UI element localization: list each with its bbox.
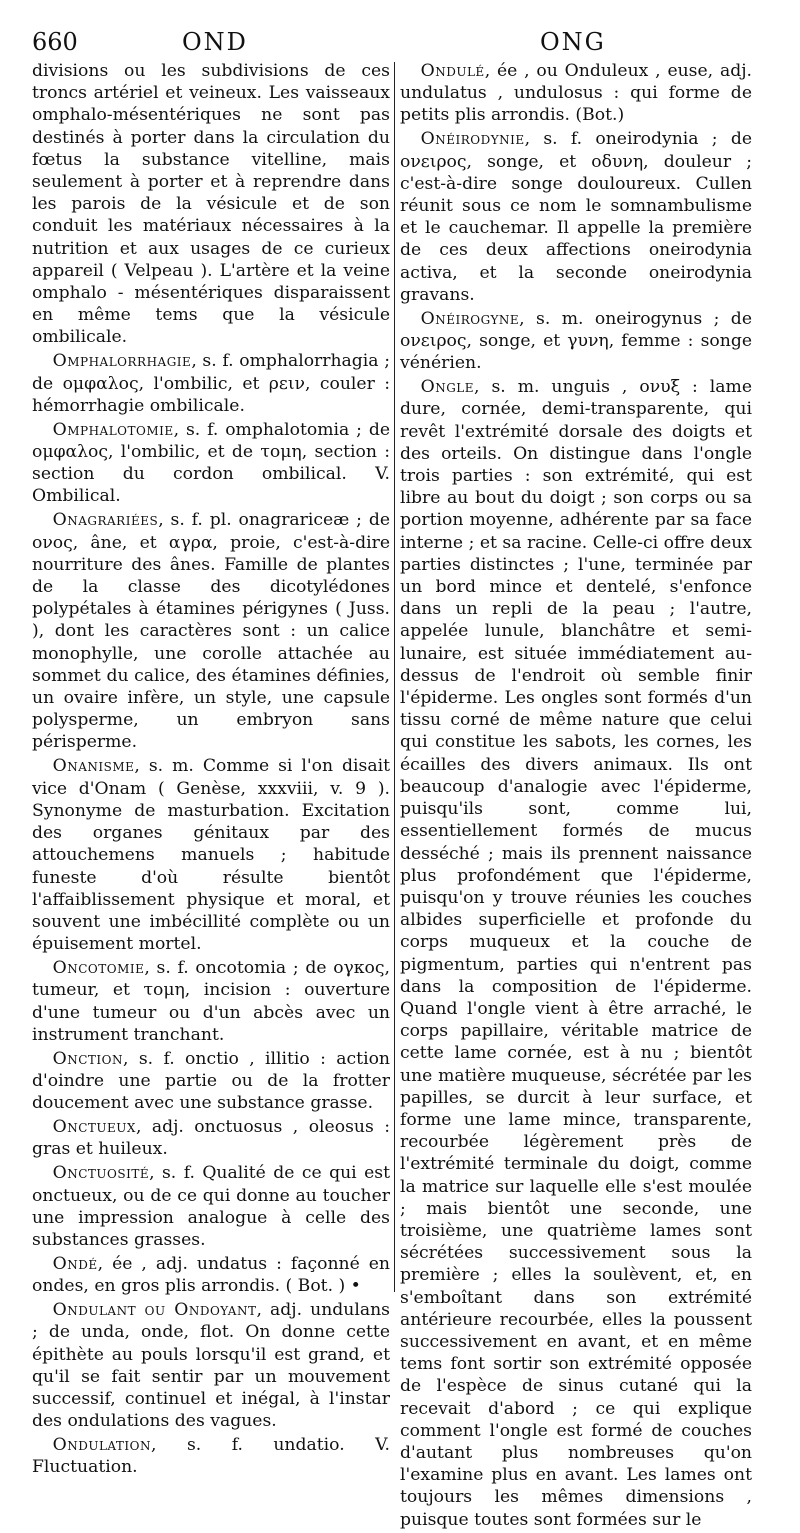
entry-definition: , s. m. oneirogynus ; de ονειρος, songe, et γυνη, femme : songe vénérien. [400,308,752,374]
entry-definition: , s. f. pl. onagrariceæ ; de ονος, âne, et αγρα, proie, c'est-à-dire nourriture des ânes. Famille de plantes de la classe des dicotylédones polypétales à étamines périgynes ( Juss. ), dont les caractères sont : un calice monophylle, une corolle attachée au sommet du calice, des étamines définies, un ovaire infère, un style, une capsule polysperme, un embryon sans périsperme. [32,510,390,753]
entry-definition: , s. f. Qualité de ce qui est onctueux, ou de ce qui donne au toucher une impression analogue à celle des substances grasses. [32,1163,390,1250]
entry-definition: , adj. onctuosus , oleosus : gras et huileux. [32,1117,390,1160]
entry-definition: , s. f. omphalorrhagia ; de ομφαλος, l'ombilic, et ρειν, couler : hémorrhagie ombilicale. [32,351,390,416]
dictionary-entry [32,1299,390,1432]
entry-headword: Ondulé [420,61,485,81]
entry-definition: , s. f. undatio. V. Fluctuation. [32,1435,390,1478]
column-divider [394,62,395,1292]
entry-headword: Ondulation [52,1435,152,1456]
entry-headword: Onanisme [52,756,135,777]
entry-headword: Onéirogyne [420,308,520,329]
dictionary-entry [400,376,752,1531]
entry-headword: Onctuosité [52,1163,150,1184]
entry-definition: , s. f. oncotomia ; de ογκος, tumeur, et τομη, incision : ouverture d'une tumeur ou d'un abcès avec un instrument tranchant. [32,958,390,1045]
dictionary-entry [32,957,390,1046]
entry-headword: Omphalotomie [52,419,174,440]
entry-headword: Omphalorrhagie [52,351,192,372]
page-number: 660 [32,28,78,56]
entry-headword: Onction [52,1048,123,1069]
continued-paragraph [32,60,390,349]
continued-text: divisions ou les subdivisions de ces troncs artériel et veineux. Les vaisseaux omphalo-mésentériques ne sont pas destinés à porter dans la circulation du fœtus la substance vitelline, mais seulement à porter et à reprendre dans les parois de la vésicule et de son conduit les matériaux nécessaires à la nutrition et aux usages de ce curieux appareil ( Velpeau ). L'artère et la veine omphalo - mésentériques disparaissent en même tems que la vésicule ombilicale. [32,61,390,348]
dictionary-entry [32,350,390,417]
dictionary-entry [400,60,752,127]
entry-headword: Ondulant ou Ondoyant [52,1300,257,1321]
dictionary-entry [32,755,390,955]
entry-headword: Ondé [52,1253,98,1274]
entry-definition: , ée , ou Onduleux , euse, adj. undulatus , undulosus : qui forme de petits plis arrondis. (Bot.) [400,61,752,126]
page-header [0,28,800,62]
entry-headword: Onagrariées [52,510,159,531]
entry-headword: Onéirodynie [420,129,525,150]
dictionary-entry [400,308,752,375]
dictionary-entry [32,509,390,753]
entry-definition: , s. m. unguis , ονυξ : lame dure, cornée, demi-transparente, qui revêt l'extrémité dorsale des doigts et des orteils. On distingue dans l'ongle trois parties : son extrémité, qui est libre au bout du doigt ; son corps ou sa portion moyenne, adhérente par sa face interne ; et sa racine. Celle-ci offre deux parties distinctes ; l'une, terminée par un bord mince et dentelé, s'enfonce dans un repli de la peau ; l'autre, appelée lunule, blanchâtre et semi-lunaire, est située immédiatement au-dessus de l'endroit où semble finir l'épiderme. Les ongles sont formés d'un tissu corné de même nature que celui qui constitue les sabots, les cornes, les écailles des divers animaux. Ils ont beaucoup d'analogie avec l'épiderme, puisqu'ils sont, comme lui, essentiellement formés de mucus desséché ; mais ils prennent naissance plus profondément que l'épiderme, puisqu'on y trouve réunies les couches albides superficielle et profonde du corps muqueux et la couche de pigmentum, parties qui n'entrent pas dans la composition de l'épiderme. Quand l'ongle vient à être arraché, le corps papillaire, véritable matrice de cette lame cornée, est à nu ; bientôt une matière muqueuse, sécrétée par les papilles, se durcit à leur surface, et forme une lame mince, transparente, recourbée légèrement près de l'extrémité terminale du doigt, comme la matrice sur laquelle elle s'est moulée ; mais bientôt une seconde, une troisième, une quatrième lames sont sécrétées successivement sous la première ; elles la soulèvent, et, en s'emboîtant dans son extrémité antérieure recourbée, elles la poussent successivement en avant, et en même tems font sortir son extrémité opposée de l'espèce de sinus cutané qui la recevait d'abord ; ce qui explique comment l'ongle est formé de couches d'autant plus nombreuses qu'on l'examine plus en avant. Les lames ont toujours les mêmes dimensions , puisque toutes sont formées sur le [400,377,752,1530]
entry-definition: , adj. undulans ; de unda, onde, flot. On donne cette épithète au pouls lorsqu'il est grand, et qu'il se fait sentir par un mouvement successif, continuel et inégal, à l'instar des ondulations des vagues. [32,1300,390,1432]
entry-headword: Ongle [420,377,475,398]
entry-definition: , s. m. Comme si l'on disait vice d'Onam ( Genèse, xxxviii, v. 9 ). Synonyme de masturbation. Excitation des organes génitaux par des attouchemens manuels ; habitude funeste d'où résulte bientôt l'affaiblissement physique et moral, et souvent une imbécillité complète ou un épuisement mortel. [32,756,390,955]
dictionary-entry [32,1116,390,1160]
dictionary-entry [32,419,390,508]
left-column [32,60,390,1480]
right-column [400,60,752,1533]
right-guide-word: ONG [540,28,606,56]
dictionary-entry [32,1048,390,1115]
entry-definition: , s. f. omphalotomia ; de ομφαλος, l'ombilic, et de τομη, section : section du cordon ombilical. V. Ombilical. [32,419,390,507]
dictionary-entry [32,1253,390,1297]
entry-headword: Onctueux [52,1117,136,1138]
entry-definition: , s. f. onctio , illitio : action d'oindre une partie ou de la frotter doucement avec une substance grasse. [32,1048,390,1114]
entry-headword: Oncotomie [52,958,145,979]
entry-definition: , ée , adj. undatus : façonné en ondes, en gros plis arrondis. ( Bot. ) • [32,1253,390,1297]
left-guide-word: OND [182,28,248,56]
entry-definition: , s. f. oneirodynia ; de ονειρος, songe, et οδυνη, douleur ; c'est-à-dire songe douloureux. Cullen réunit sous ce nom le somnambulisme et le cauchemar. Il appelle la première de ces deux affections oneirodynia activa, et la seconde oneirodynia gravans. [400,129,752,305]
dictionary-entry [32,1162,390,1251]
dictionary-entry [32,1434,390,1478]
dictionary-entry [400,128,752,306]
